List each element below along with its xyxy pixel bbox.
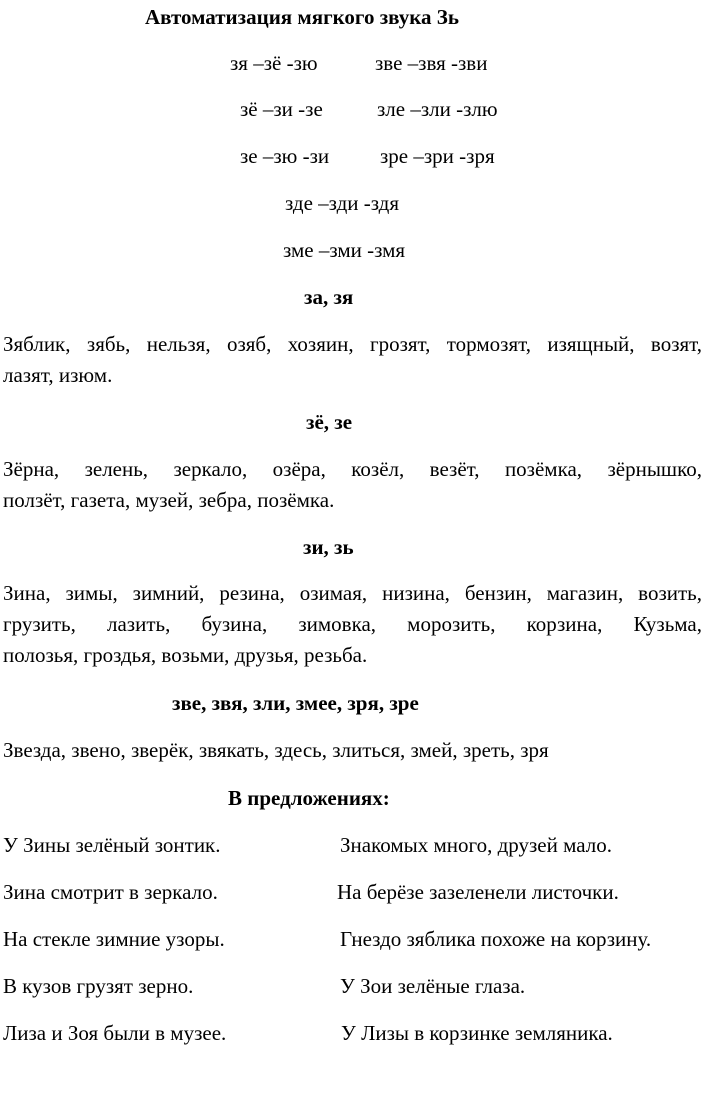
sentence-left-1: У Зины зелёный зонтик. (3, 833, 221, 857)
sentence-left-2: Зина смотрит в зеркало. (3, 880, 218, 904)
syllable-row-3-left: зе –зю -зи (240, 144, 330, 168)
word-list-zve-zvya: Звезда, звено, зверёк, звякать, здесь, злиться, змей, зреть, зря (3, 738, 549, 762)
syllable-row-3-right: зре –зри -зря (380, 144, 495, 168)
syllable-row-4: зде –зди -здя (285, 191, 400, 215)
sentence-right-4: У Зои зелёные глаза. (340, 974, 526, 998)
syllable-row-1-right: зве –звя -зви (375, 51, 488, 75)
syllable-row-5: зме –зми -змя (283, 238, 406, 262)
word-list-zyo-ze (3, 454, 702, 516)
syllable-row-1-left: зя –зё -зю (230, 51, 318, 75)
syllable-row-2-right: зле –зли -злю (377, 97, 498, 121)
word-list-za-zya (3, 329, 702, 391)
sentence-right-1: Знакомых много, друзей мало. (340, 833, 612, 857)
word-line: ползёт, газета, музей, зебра, позёмка. (3, 488, 335, 512)
section-heading-zi-z: зи, зь (303, 535, 354, 559)
word-line: грузить, лазить, бузина, зимовка, морозить, корзина, Кузьма, (3, 612, 702, 636)
section-heading-zve-zvya: зве, звя, зли, змее, зря, зре (172, 691, 419, 715)
word-line: Зина, зимы, зимний, резина, озимая, низина, бензин, магазин, возить, (3, 581, 702, 605)
section-heading-zyo-ze: зё, зе (306, 410, 353, 434)
sentence-right-3: Гнездо зяблика похоже на корзину. (340, 927, 652, 951)
sentence-left-5: Лиза и Зоя были в музее. (3, 1021, 227, 1045)
sentence-right-2: На берёзе зазеленели листочки. (337, 880, 619, 904)
word-line: лазят, изюм. (3, 363, 113, 387)
section-heading-za-zya: за, зя (304, 285, 354, 309)
word-list-zi-z (3, 578, 702, 671)
sentences-heading: В предложениях: (228, 786, 390, 810)
word-line: Зяблик, зябь, нельзя, озяб, хозяин, грозят, тормозят, изящный, возят, (3, 332, 702, 356)
page-title: Автоматизация мягкого звука Зь (145, 5, 459, 29)
sentence-right-5: У Лизы в корзинке земляника. (341, 1021, 613, 1045)
sentence-left-4: В кузов грузят зерно. (3, 974, 194, 998)
word-line: полозья, гроздья, возьми, друзья, резьба. (3, 643, 368, 667)
sentence-left-3: На стекле зимние узоры. (3, 927, 225, 951)
word-line: Зёрна, зелень, зеркало, озёра, козёл, везёт, позёмка, зёрнышко, (3, 457, 702, 481)
syllable-row-2-left: зё –зи -зе (240, 97, 323, 121)
